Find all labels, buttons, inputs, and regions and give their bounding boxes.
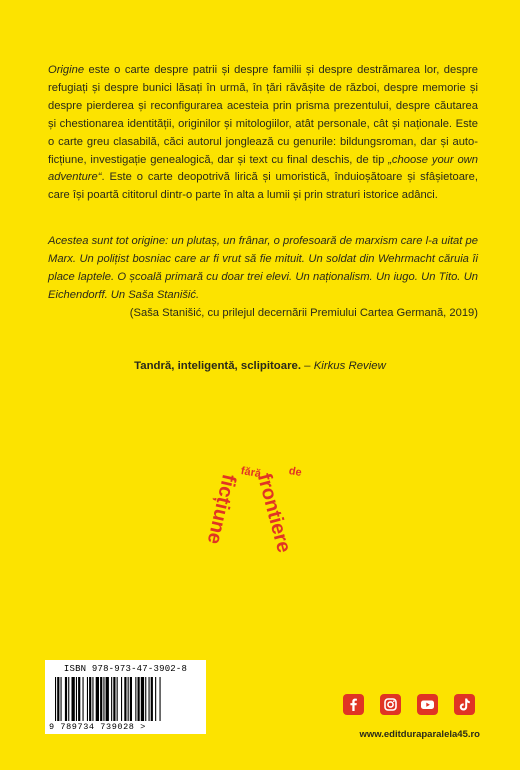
isbn-label: ISBN 978-973-47-3902-8 — [63, 664, 188, 674]
description-italic: „choose your own adventure“ — [48, 153, 478, 184]
barcode-bar — [111, 677, 112, 721]
praise-blurb — [0, 360, 520, 372]
barcode-bars — [55, 677, 197, 721]
series-logo-word-frontiere: frontiere — [252, 471, 295, 556]
barcode-bar — [96, 677, 99, 721]
barcode-bar — [61, 677, 62, 721]
youtube-icon[interactable] — [417, 694, 438, 715]
praise-dash: – — [301, 360, 314, 372]
barcode-bar — [68, 677, 69, 721]
description-text: este o carte despre patrii și despre familii și despre destrămarea lor, despre refugiați și despre bunici lăsați în urmă, în țări răvășite de război, despre memorie și despre pierderea și reconfigurarea acesteia prin prisma prezentului, despre căutarea și chestionarea identității, originilor și mitologiilor, atât personale, cât și naționale. Este o carte greu clasabilă, căci autorul jonglează cu genurile: bildungsroman, dar și auto-ficțiune, investigație genealogică, dar și text cu final deschis, de tip — [48, 64, 478, 166]
barcode-bar — [130, 677, 132, 721]
barcode-bar — [57, 677, 59, 721]
series-logo — [202, 465, 328, 585]
praise-text: Tandră, inteligentă, sclipitoare. — [134, 360, 302, 372]
author-quote: Acestea sunt tot origine: un plutaș, un frânar, o profesoară de marxism care l-a uitat pe Marx. Un polițist bosniac care ar fi vrut să fie mituit. Un soldat din Wehrmacht căruia îi place laptele. O școală primară cu doar trei elevi. Un naționalism. Un iugo. Un Tito. Un Eichendorff. Un Saša Stanišić. — [48, 235, 478, 301]
barcode-bar — [78, 677, 80, 721]
praise-source: Kirkus Review — [313, 360, 386, 372]
barcode-bar — [92, 677, 93, 721]
barcode-bar — [100, 677, 102, 721]
barcode-bar — [113, 677, 115, 721]
barcode-bar — [128, 677, 129, 721]
description-end: . Este o carte deopotrivă lirică și umoristică, înduioșătoare și sfâșietoare, care își poartă cititorul dintr-o parte în alta a lumii și prin straturi istorice adânci. — [48, 171, 478, 202]
description-paragraph — [48, 62, 478, 205]
publisher-website-link[interactable]: www.editduraparalela45.ro — [359, 729, 480, 740]
barcode-bar — [155, 677, 156, 721]
instagram-icon[interactable] — [380, 694, 401, 715]
facebook-icon[interactable] — [343, 694, 364, 715]
barcode-bar — [141, 677, 144, 721]
barcode-bar — [149, 677, 150, 721]
barcode-bar — [117, 677, 118, 721]
barcode-bar — [135, 677, 136, 721]
barcode-bar — [83, 677, 84, 721]
barcode-bar — [145, 677, 146, 721]
barcode-bar — [103, 677, 104, 721]
book-title: Origine — [48, 64, 85, 76]
barcode-bar — [121, 677, 122, 721]
barcode-bar — [151, 677, 153, 721]
quote-attribution: (Saša Stanišić, cu prilejul decernării Premiului Cartea Germană, 2019) — [129, 307, 478, 319]
barcode-bar — [76, 677, 77, 721]
barcode-bar — [87, 677, 88, 721]
barcode-bar — [65, 677, 67, 721]
series-logo-word-fictiune: ficțiune — [202, 472, 240, 547]
barcode-bar — [72, 677, 75, 721]
barcode-bar — [106, 677, 109, 721]
barcode-digits: 9 789734 739028 > — [49, 722, 146, 732]
barcode-bar — [138, 677, 140, 721]
tiktok-icon[interactable] — [454, 694, 475, 715]
barcode-bar — [160, 677, 161, 721]
series-logo-word-fara: fără — [239, 465, 262, 481]
barcode-bar — [55, 677, 56, 721]
series-logo-word-de: de — [287, 465, 303, 480]
barcode-bar — [124, 677, 126, 721]
barcode-bar — [89, 677, 91, 721]
barcode-block — [45, 660, 206, 734]
